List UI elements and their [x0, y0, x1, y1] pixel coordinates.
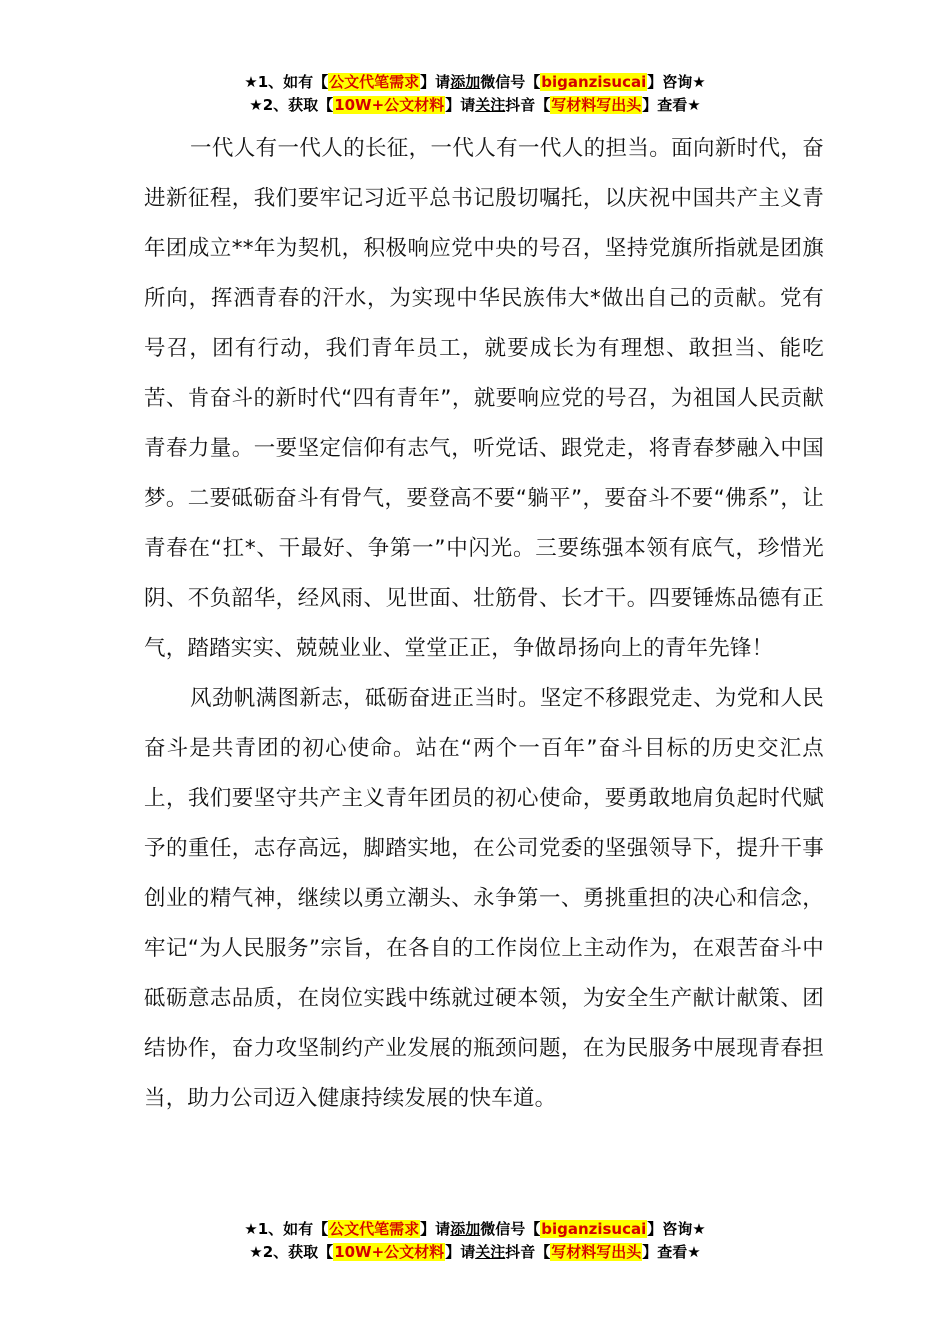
promo-text: 】请 — [420, 1220, 451, 1238]
promo-text: 】查看★ — [642, 96, 701, 114]
promo-highlight-douyin-id: 写材料写出头 — [551, 1243, 642, 1261]
promo-text: 】请 — [420, 73, 451, 91]
promo-line-1 — [0, 71, 950, 94]
promo-highlight: 公文代笔需求 — [329, 1220, 420, 1238]
promo-highlight: 10W+公文材料 — [334, 96, 445, 114]
promo-highlight-douyin-id: 写材料写出头 — [551, 96, 642, 114]
promo-text: 】咨询★ — [647, 1220, 706, 1238]
promo-text: ★2、获取【 — [249, 96, 334, 114]
promo-text: 抖音【 — [505, 96, 551, 114]
promo-text: 微信号【 — [480, 73, 541, 91]
promo-text: ★1、如有【 — [244, 73, 329, 91]
promo-underline-text: 关注 — [475, 1243, 506, 1261]
promo-text: 】请 — [445, 1243, 476, 1261]
promo-text: 微信号【 — [480, 1220, 541, 1238]
promo-underline-text: 添加 — [450, 73, 481, 91]
promo-line-2 — [0, 1241, 950, 1264]
promo-text: ★2、获取【 — [249, 1243, 334, 1261]
promo-underline-text: 关注 — [475, 96, 506, 114]
promo-line-1 — [0, 1218, 950, 1241]
promo-text: 抖音【 — [505, 1243, 551, 1261]
promo-underline-text: 添加 — [450, 1220, 481, 1238]
promo-text: 】咨询★ — [647, 73, 706, 91]
paragraph-2: 风劲帆满图新志，砥砺奋进正当时。坚定不移跟党走、为党和人民奋斗是共青团的初心使命。站在“两个一百年”奋斗目标的历史交汇点上，我们要坚守共产主义青年团员的初心使命，要勇敢地肩负起时代赋予的重任，志存高远，脚踏实地，在公司党委的坚强领导下，提升干事创业的精气神，继续以勇立潮头、永争第一、勇挑重担的决心和信念，牢记“为人民服务”宗旨，在各自的工作岗位上主动作为，在艰苦奋斗中砥砺意志品质，在岗位实践中练就过硬本领，为安全生产献计献策、团结协作，奋力攻坚制约产业发展的瓶颈问题，在为民服务中展现青春担当，助力公司迈入健康持续发展的快车道。 — [144, 686, 824, 1111]
promo-line-2 — [0, 94, 950, 117]
promo-text: ★1、如有【 — [244, 1220, 329, 1238]
header-promo-banner — [0, 71, 950, 117]
promo-text: 】请 — [445, 96, 476, 114]
promo-text: 】查看★ — [642, 1243, 701, 1261]
document-body — [144, 124, 824, 1124]
promo-highlight: 公文代笔需求 — [329, 73, 420, 91]
paragraph-1: 一代人有一代人的长征，一代人有一代人的担当。面向新时代，奋进新征程，我们要牢记习近平总书记殷切嘱托，以庆祝中国共产主义青年团成立**年为契机，积极响应党中央的号召，坚持党旗所指就是团旗所向，挥洒青春的汗水，为实现中华民族伟大*做出自己的贡献。党有号召，团有行动，我们青年员工，就要成长为有理想、敢担当、能吃苦、肯奋斗的新时代“四有青年”，就要响应党的号召，为祖国人民贡献青春力量。一要坚定信仰有志气，听党话、跟党走，将青春梦融入中国梦。二要砥砺奋斗有骨气，要登高不要“躺平”，要奋斗不要“佛系”，让青春在“扛*、干最好、争第一”中闪光。三要练强本领有底气，珍惜光阴、不负韶华，经风雨、见世面、壮筋骨、长才干。四要锤炼品德有正气，踏踏实实、兢兢业业、堂堂正正，争做昂扬向上的青年先锋！ — [144, 136, 824, 661]
promo-highlight: 10W+公文材料 — [334, 1243, 445, 1261]
promo-highlight-wechat-id: biganzisucai — [541, 73, 647, 91]
promo-highlight-wechat-id: biganzisucai — [541, 1220, 647, 1238]
footer-promo-banner — [0, 1218, 950, 1264]
